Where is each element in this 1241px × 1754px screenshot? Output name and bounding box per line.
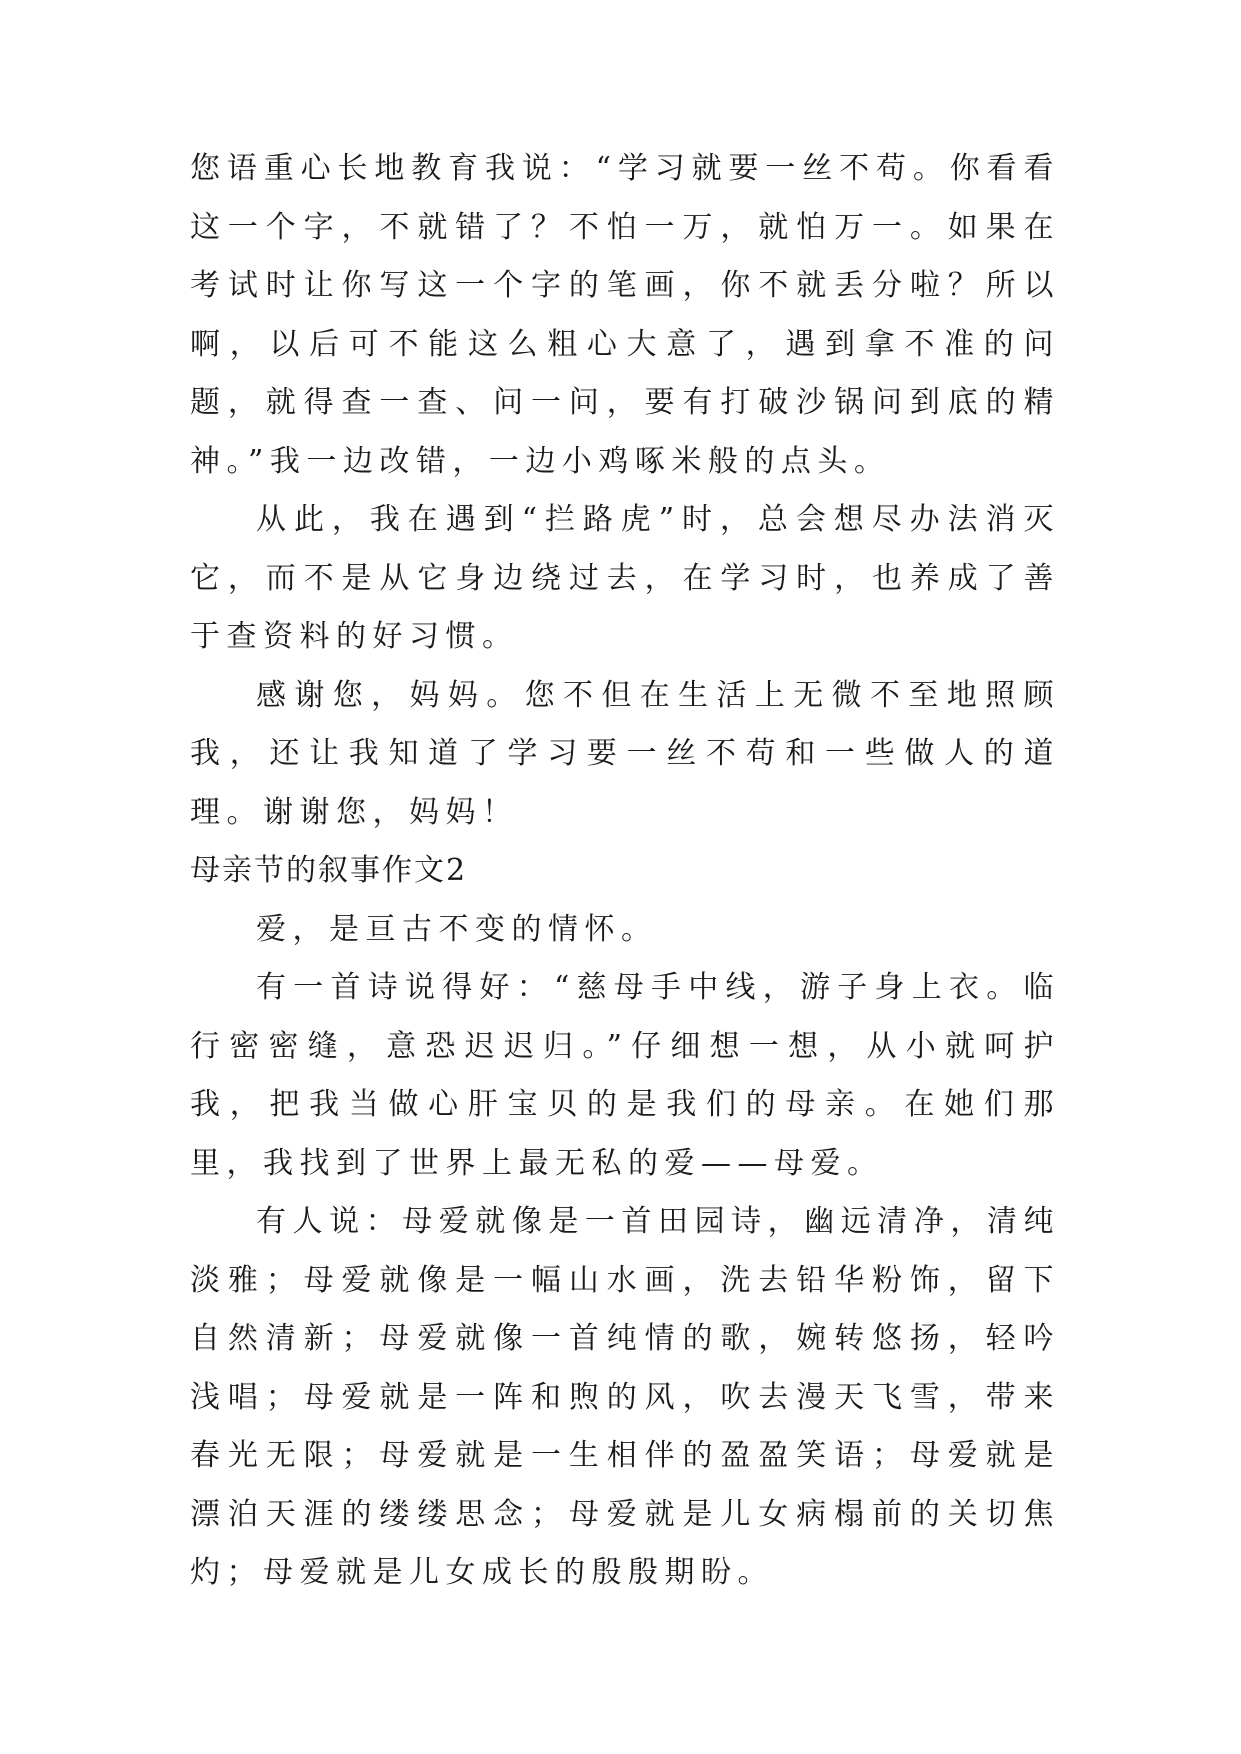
section-heading: 母亲节的叙事作文2 (190, 853, 468, 888)
paragraph: 爱，是亘古不变的情怀。 (256, 911, 658, 947)
paragraph-continued: 您语重心长地教育我说：“学习就要一丝不苟。你看看这一个字，不就错了？不怕一万，就怕万一。如果在考试时让你写这一个字的笔画，你不就丢分啦？所以啊，以后可不能这么粗心大意了，遇到拿不准的问题，就得查一查、问一问，要有打破沙锅问到底的精神。”我一边改错，一边小鸡啄米般的点头。 (190, 151, 1060, 479)
paragraph: 感谢您，妈妈。您不但在生活上无微不至地照顾我，还让我知道了学习要一丝不苟和一些做人的道理。谢谢您，妈妈！ (190, 677, 1060, 830)
paragraph: 有一首诗说得好：“慈母手中线，游子身上衣。临行密密缝，意恐迟迟归。”仔细想一想，从小就呵护我，把我当做心肝宝贝的是我们的母亲。在她们那里，我找到了世界上最无私的爱——母爱。 (190, 970, 1060, 1181)
document-page (190, 140, 1060, 1603)
paragraph: 从此，我在遇到“拦路虎”时，总会想尽办法消灭它，而不是从它身边绕过去，在学习时，也养成了善于查资料的好习惯。 (190, 502, 1060, 654)
paragraph: 有人说：母爱就像是一首田园诗，幽远清净，清纯淡雅；母爱就像是一幅山水画，洗去铅华粉饰，留下自然清新；母爱就像一首纯情的歌，婉转悠扬，轻吟浅唱；母爱就是一阵和煦的风，吹去漫天飞雪，带来春光无限；母爱就是一生相伴的盈盈笑语；母爱就是漂泊天涯的缕缕思念；母爱就是儿女病榻前的关切焦灼；母爱就是儿女成长的殷殷期盼。 (190, 1204, 1060, 1590)
